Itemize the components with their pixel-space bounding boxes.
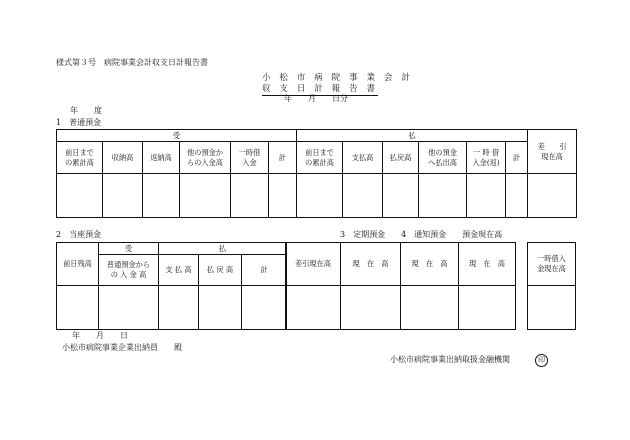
section2-receipt-header: 受 <box>99 243 159 255</box>
s2-payment-col-paid: 支 払 高 <box>159 255 199 286</box>
seal-mark: 印 <box>535 354 548 367</box>
entry-cell[interactable] <box>57 286 99 330</box>
addressee: 小松市病院事業企業出納員 殿 <box>62 343 182 352</box>
section1-balance-header: 差 引 現在高 <box>528 130 577 174</box>
s1-receipt-col-collected: 収納高 <box>103 142 143 174</box>
entry-cell[interactable] <box>401 286 459 330</box>
entry-cell[interactable] <box>103 174 143 218</box>
s1-receipt-col-transfer-in: 他の預金か らの入金高 <box>180 142 231 174</box>
entry-cell[interactable] <box>419 174 467 218</box>
s2-col-prev-balance: 前日残高 <box>57 243 99 286</box>
entry-cell[interactable] <box>180 174 231 218</box>
section2-payment-header: 払 <box>159 243 287 255</box>
s4-col-notice-balance: 現 在 高 <box>401 243 459 286</box>
current-account-table <box>56 242 287 330</box>
ordinary-deposit-table <box>56 129 577 218</box>
section2-label: 2 当座預金 <box>56 230 102 239</box>
section3-label: 3 定期預金 4 通知預金 預金現在高 <box>340 230 503 239</box>
entry-cell[interactable] <box>286 286 341 330</box>
fiscal-year: 年 度 <box>70 106 102 115</box>
s1-receipt-col-returned: 返納高 <box>143 142 180 174</box>
form-number: 様式第３号 病院事業会計収支日計報告書 <box>56 58 208 67</box>
s2-payment-col-total: 計 <box>242 255 287 286</box>
s1-receipt-col-prev-total: 前日まで の累計高 <box>57 142 103 174</box>
temporary-loan-table <box>527 242 576 330</box>
entry-cell[interactable] <box>341 286 401 330</box>
entry-cell[interactable] <box>506 174 528 218</box>
s1-payment-col-total: 計 <box>506 142 528 174</box>
entry-cell[interactable] <box>528 174 577 218</box>
s1-receipt-col-temp-loan: 一時借 入金 <box>231 142 269 174</box>
s1-payment-col-temp-loan-return: 一 時 借 入金(返) <box>467 142 506 174</box>
s1-payment-col-prev-total: 前日まで の累計高 <box>297 142 343 174</box>
entry-cell[interactable] <box>231 174 269 218</box>
section1-receipt-header: 受 <box>57 130 297 142</box>
entry-cell[interactable] <box>159 286 199 330</box>
s1-payment-col-refund: 払戻高 <box>383 142 419 174</box>
s5-col-temp-loan-balance: 一時借入 金現在高 <box>528 243 576 286</box>
entry-cell[interactable] <box>269 174 297 218</box>
s3-col-fixed-balance: 現 在 高 <box>341 243 401 286</box>
entry-cell[interactable] <box>242 286 287 330</box>
section1-payment-header: 払 <box>297 130 528 142</box>
entry-cell[interactable] <box>459 286 516 330</box>
report-title-line1: 小 松 市 病 院 事 業 会 計 <box>262 72 414 82</box>
s2-receipt-col-from-ordinary: 普通預金から の 入 金 高 <box>99 255 159 286</box>
entry-cell[interactable] <box>99 286 159 330</box>
s1-receipt-col-total: 計 <box>269 142 297 174</box>
s1-payment-col-paid: 支払高 <box>343 142 383 174</box>
entry-cell[interactable] <box>297 174 343 218</box>
entry-cell[interactable] <box>57 174 103 218</box>
entry-cell[interactable] <box>383 174 419 218</box>
sender: 小松市病院事業出納取扱金融機関 <box>390 355 510 364</box>
report-title-line2: 収 支 日 計 報 告 書 <box>262 82 378 96</box>
section1-entry-row <box>57 174 577 218</box>
entry-cell[interactable] <box>467 174 506 218</box>
footer-date: 年 月 日 <box>72 331 128 340</box>
s2-col-net-balance: 差引現在高 <box>286 243 341 286</box>
entry-cell[interactable] <box>528 286 576 330</box>
report-date: 年 月 日分 <box>284 94 348 103</box>
section2-entry-row <box>57 286 287 330</box>
section3-entry-row <box>286 286 516 330</box>
entry-cell[interactable] <box>199 286 242 330</box>
entry-cell[interactable] <box>143 174 180 218</box>
deposit-balance-table <box>285 242 516 330</box>
section1-label: 1 普通預金 <box>56 118 102 127</box>
s2-payment-col-refund: 払 戻 高 <box>199 255 242 286</box>
s-col-deposit-balance: 現 在 高 <box>459 243 516 286</box>
s1-payment-col-transfer-out: 他の預金 へ払出高 <box>419 142 467 174</box>
entry-cell[interactable] <box>343 174 383 218</box>
